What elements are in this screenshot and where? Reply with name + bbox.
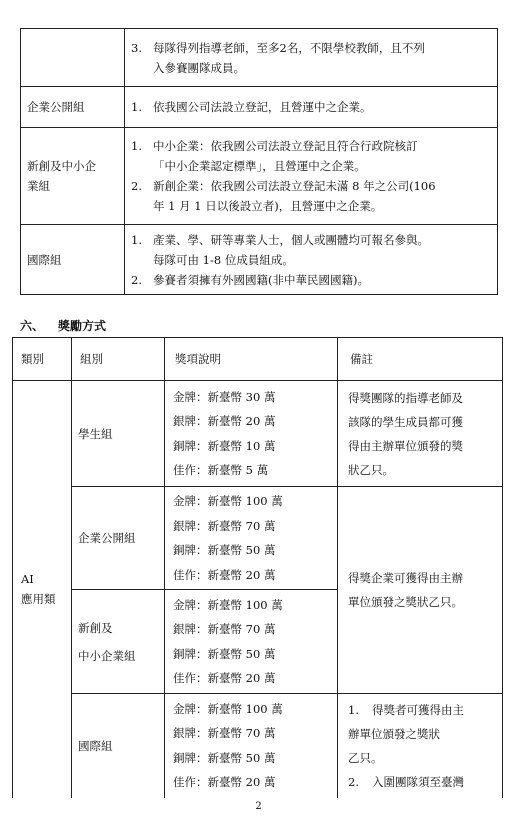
list-item (131, 270, 491, 290)
group-cell (72, 487, 165, 590)
prize-gold: 金牌：新臺幣 100 萬 (173, 597, 283, 612)
note-cell (338, 381, 503, 487)
note-text: 得由主辦單位頒發的獎 (348, 438, 463, 453)
awards-table (12, 337, 503, 798)
section-title: 獎勵方式 (58, 319, 107, 333)
item-text: 依我國公司法設立登記，且營運中之企業。 (153, 100, 372, 114)
item-text: 參賽者須擁有外國國籍(非中華民國國籍)。 (153, 272, 369, 287)
item-text: 每隊可由 1-8 位成員組成。 (153, 252, 294, 267)
header-prize: 獎項說明 (165, 338, 338, 381)
item-text: 「中小企業認定標準」，且營運中之企業。 (153, 159, 366, 173)
group-label: 新創及中小企 (27, 159, 96, 173)
list-item (131, 97, 491, 117)
table-row (21, 225, 498, 295)
prize-silver: 銀牌：新臺幣 70 萬 (173, 518, 276, 533)
list-item (131, 136, 491, 156)
group-cell (21, 128, 125, 225)
note-text: 單位頒發之獎狀乙只。 (348, 595, 463, 609)
group-label: 學生組 (78, 426, 113, 441)
item-text: 入參賽團隊成員。 (153, 60, 245, 75)
note-text: 得獎企業可獲得由主辦 (348, 571, 463, 585)
requirements-cell (125, 128, 498, 225)
note-text: 乙只。 (348, 750, 383, 765)
table-row (13, 694, 503, 798)
prize-honorable: 佳作：新臺幣 20 萬 (173, 567, 276, 582)
item-number: 2. (131, 272, 142, 287)
requirements-cell (125, 29, 498, 87)
item-text: 每隊得列指導老師，至多2名，不限學校教師，且不列 (153, 40, 425, 55)
header-notes: 備註 (338, 338, 503, 381)
group-label: 中小企業組 (78, 648, 136, 663)
item-number: 3. (131, 40, 142, 55)
prize-bronze: 銅牌：新臺幣 10 萬 (173, 438, 276, 453)
group-cell: 國際組 (21, 225, 125, 295)
item-number: 1. (131, 232, 142, 247)
group-label: 企業公開組 (78, 531, 136, 545)
group-cell: 企業公開組 (21, 87, 125, 128)
group-cell (72, 590, 165, 694)
prize-gold: 金牌：新臺幣 100 萬 (173, 494, 283, 508)
list-item (348, 770, 496, 794)
prize-honorable: 佳作：新臺幣 20 萬 (173, 671, 276, 685)
group-label: 新創及 (78, 620, 113, 635)
category-label: 應用類 (21, 592, 56, 607)
table-row (13, 381, 503, 487)
group-cell (72, 694, 165, 798)
group-label: 國際組 (78, 738, 113, 753)
table-row (13, 487, 503, 590)
requirements-cell (125, 225, 498, 295)
item-number: 2. (348, 774, 359, 789)
prize-cell (165, 590, 338, 694)
requirements-cell (125, 87, 498, 128)
list-item (131, 38, 491, 58)
item-number: 1. (348, 702, 359, 717)
prize-gold: 金牌：新臺幣 100 萬 (173, 701, 283, 716)
table-header-row (13, 338, 503, 381)
section-number: 六、 (20, 319, 45, 333)
section-heading (20, 317, 106, 334)
item-text: 中小企業：依我國公司法設立登記且符合行政院核訂 (153, 139, 418, 153)
note-text: 得獎者可獲得由主 (372, 702, 464, 717)
item-number: 1. (131, 100, 142, 114)
prize-gold: 金牌：新臺幣 30 萬 (173, 389, 276, 404)
item-number: 2. (131, 179, 142, 193)
item-text: 年 1 月 1 日以後設立者)，且營運中之企業。 (153, 199, 383, 213)
prize-cell (165, 487, 338, 590)
note-text: 入圍團隊須至臺灣 (372, 774, 464, 789)
note-text: 得獎團隊的指導老師及 (348, 390, 463, 405)
prize-silver: 銀牌：新臺幣 70 萬 (173, 726, 276, 741)
prize-honorable: 佳作：新臺幣 20 萬 (173, 775, 276, 790)
header-category: 類別 (13, 338, 72, 381)
item-text: 新創企業：依我國公司法設立登記未滿 8 年之公司(106 (153, 179, 436, 193)
prize-cell (165, 381, 338, 487)
prize-bronze: 銅牌：新臺幣 50 萬 (173, 543, 276, 557)
header-group: 組別 (72, 338, 165, 381)
prize-silver: 銀牌：新臺幣 70 萬 (173, 622, 276, 636)
prize-honorable: 佳作：新臺幣 5 萬 (173, 463, 269, 477)
table-row (21, 29, 498, 87)
category-label: AI (21, 572, 34, 587)
group-cell (21, 29, 125, 87)
note-text: 狀乙只。 (348, 462, 394, 477)
note-cell (338, 487, 503, 694)
prize-cell (165, 694, 338, 798)
note-text: 該隊的學生成員都可獲 (348, 414, 463, 429)
list-item (348, 698, 496, 722)
prize-silver: 銀牌：新臺幣 20 萬 (173, 414, 276, 428)
item-number: 1. (131, 139, 142, 153)
prize-bronze: 銅牌：新臺幣 50 萬 (173, 646, 276, 661)
eligibility-table (20, 28, 498, 295)
list-item (131, 176, 491, 196)
note-text: 辦單位頒發之獎狀 (348, 726, 440, 741)
table-row (21, 87, 498, 128)
item-text: 產業、學、研等專業人士，個人或團體均可報名參與。 (153, 232, 429, 247)
list-item (131, 230, 491, 250)
group-label: 業組 (27, 179, 50, 193)
prize-bronze: 銅牌：新臺幣 50 萬 (173, 750, 276, 765)
note-cell (338, 694, 503, 798)
table-row (21, 128, 498, 225)
group-cell (72, 381, 165, 487)
page-number: 2 (255, 801, 262, 812)
category-cell (13, 381, 72, 798)
